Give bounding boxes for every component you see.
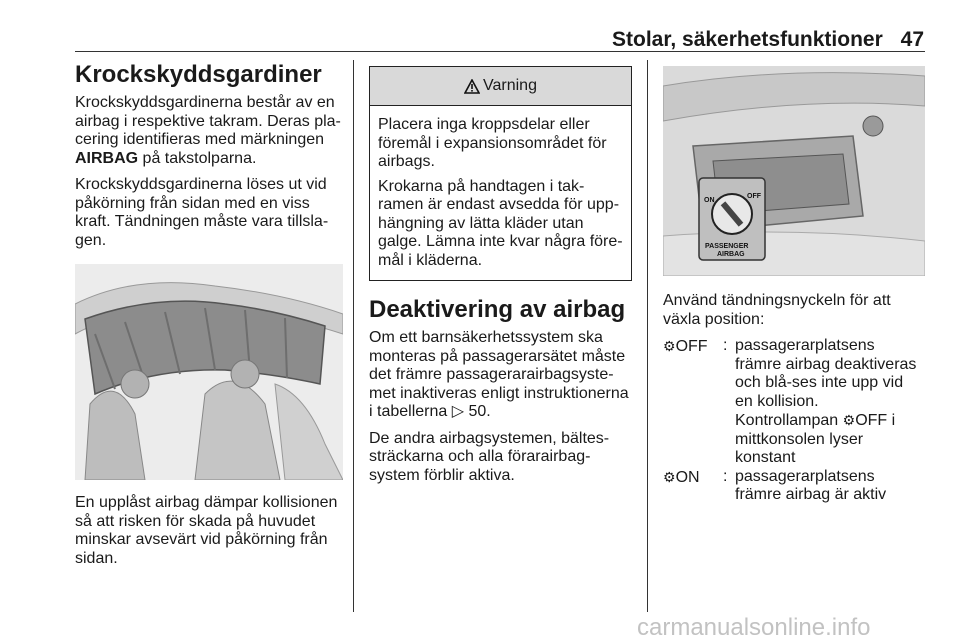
separator: : [723, 467, 728, 485]
curtain-airbag-illustration [75, 264, 343, 480]
passenger-airbag-off-icon: ⚙ [663, 338, 676, 354]
warning-paragraph-1: Placera inga kroppsdelar eller föremål i expansionsområdet för airbags. [378, 116, 607, 170]
watermark: carmanualsonline.info [637, 614, 871, 641]
off-description [735, 337, 925, 468]
paragraph-other-systems: De andra airbagsystemen, bältes-sträckarna och alla förarairbag-system förblir aktiva. [369, 429, 610, 484]
page-number: 47 [900, 28, 924, 51]
header-divider [75, 51, 925, 52]
page-reference-arrow-icon: ▷ [451, 403, 469, 420]
paragraph-curtain-deploy: Krockskyddsgardinerna löses ut vid påkörning från sidan med en viss kraft. Tändningen måste vara tillsla-gen. [75, 176, 329, 249]
column-divider-1 [353, 60, 354, 612]
passenger-airbag-on-icon: ⚙ [663, 468, 676, 485]
switch-airbag-label: AIRBAG [717, 251, 745, 258]
text: Krockskyddsgardinerna består av en airbag i respektive takram. Deras pla-cering identifieras med märkningen [75, 94, 341, 148]
airbag-key-switch-illustration [663, 66, 925, 276]
on-position-key [663, 468, 723, 505]
warning-triangle-icon [464, 79, 480, 94]
section-heading-deactivation: Deaktivering av airbag [369, 296, 626, 323]
warning-box [369, 66, 632, 281]
paragraph-key-instruction: Använd tändningsnyckeln för att växla position: [663, 292, 891, 328]
warning-title: Varning [483, 77, 537, 94]
page-reference[interactable]: 50. [468, 403, 491, 420]
paragraph-deactivation-intro [369, 329, 632, 422]
switch-off-label: OFF [747, 193, 761, 200]
middle-column [369, 66, 632, 493]
off-label: OFF [675, 338, 708, 355]
text: på takstolparna. [138, 149, 257, 167]
separator: : [723, 337, 728, 354]
left-column [75, 60, 343, 576]
switch-passenger-label: PASSENGER [705, 243, 749, 250]
page-header-title: Stolar, säkerhetsfunktioner [612, 28, 883, 51]
table-row-off [663, 337, 925, 468]
on-description: passagerarplatsens främre airbag är aktiv [735, 467, 887, 503]
on-label: ON [675, 468, 700, 486]
paragraph-curtain-protection: En upplåst airbag dämpar kollisionen så att risken för skada på huvudet minskar avsevärt vid påkörning från sidan. [75, 494, 338, 567]
airbag-marking: AIRBAG [75, 149, 139, 167]
section-heading-curtain-airbags: Krockskyddsgardiner [75, 61, 322, 88]
switch-on-label: ON [704, 197, 715, 204]
text: OFF [855, 412, 888, 429]
text: i mittkonsolen lyser konstant [735, 412, 896, 466]
table-row-on [663, 468, 925, 505]
passenger-airbag-off-icon: ⚙ [842, 412, 856, 428]
column-divider-2 [647, 60, 648, 612]
text: Om ett barnsäkerhetssystem ska monteras på passagerarsätet måste det främre passagerarairbagsyste-met inaktiveras enligt instruktionerna i tabellerna [369, 329, 629, 420]
paragraph-curtain-description [75, 94, 343, 168]
switch-position-table [663, 337, 925, 505]
text: passagerarplatsens främre airbag deaktiveras och blå-ses inte upp vid en kollision. Kontrollampan [735, 337, 917, 429]
warning-paragraph-2: Krokarna på handtagen i tak-ramen är endast avsedda för upp-hängning av lätta kläder utan galge. Lämna inte kvar några före-mål i kläderna. [378, 177, 623, 269]
right-column [663, 66, 925, 505]
warning-body [370, 106, 631, 280]
warning-header [370, 67, 631, 106]
off-position-key [663, 337, 723, 468]
